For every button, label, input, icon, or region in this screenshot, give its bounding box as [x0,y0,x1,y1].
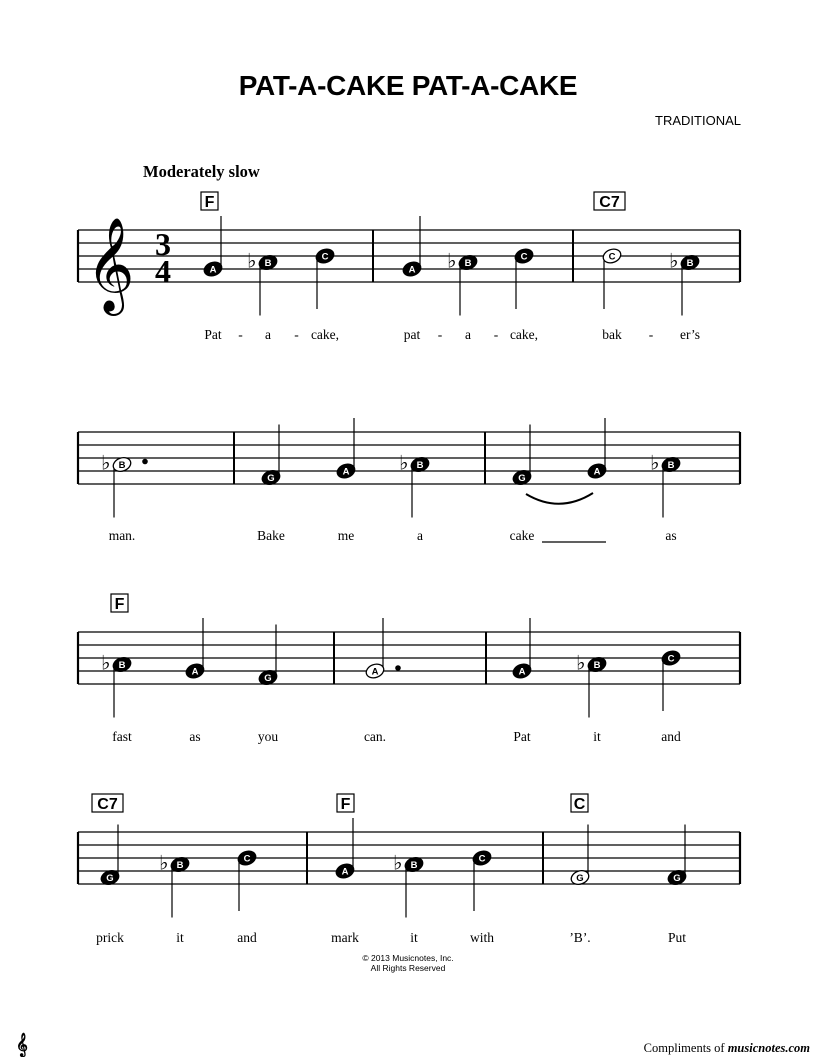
flat-icon: ♭ [447,248,457,273]
flat-icon: ♭ [393,850,403,875]
lyric-syllable: it [176,930,184,945]
note-letter: C [520,251,528,263]
note-letter: G [106,873,114,884]
composer-credit: TRADITIONAL [655,113,741,128]
lyric-syllable: a [417,528,423,543]
flat-icon: ♭ [399,450,409,475]
lyric-syllable: it [410,930,418,945]
time-signature-top: 3 [155,226,171,262]
flat-icon: ♭ [159,850,169,875]
note-letter: G [264,673,272,684]
chord-symbol: C7 [97,796,118,813]
augmentation-dot [142,459,148,465]
note-letter: B [416,460,424,471]
lyric-syllable: me [337,528,355,543]
note-letter: A [518,666,526,678]
note [513,247,534,309]
note-letter: B [410,860,418,871]
note [260,425,281,487]
note-letter: A [408,264,416,276]
note-letter: B [667,460,675,471]
note [401,216,422,278]
footer-brand: musicnotes.com [727,1041,810,1055]
lyric-syllable: a [465,327,471,342]
lyric-syllable: Put [667,930,687,945]
lyric-syllable: can. [363,729,387,744]
lyric-hyphen: - [493,327,499,342]
augmentation-dot [395,665,401,671]
chord-symbol: F [204,194,215,211]
note-letter: B [686,258,694,269]
lyric-syllable: Bake [257,528,285,543]
flat-icon: ♭ [101,450,111,475]
lyric-syllable: cake, [310,327,340,342]
note [666,825,687,887]
copyright-notice [0,953,816,973]
tempo-marking: Moderately slow [143,162,260,181]
note-letter: A [191,666,199,678]
note-letter: C [667,653,675,665]
note-letter: A [342,466,350,478]
lyric-syllable: as [665,528,677,543]
note [511,425,532,487]
lyric-syllable: bak [602,327,622,342]
note-letter: B [464,258,472,269]
footer-prefix: Compliments of [643,1041,728,1055]
lyric-hyphen: - [648,327,654,342]
lyric-syllable: ’B’. [569,930,591,945]
rights-line: All Rights Reserved [370,963,446,973]
note-letter: A [371,666,379,678]
lyric-syllable: as [189,729,201,744]
note-letter: G [518,473,526,484]
chord-symbol: C7 [599,194,620,211]
flat-icon: ♭ [650,450,660,475]
chord-symbol: F [340,796,351,813]
note-letter: B [118,660,126,671]
flat-icon: ♭ [576,650,586,675]
musicnotes-logo-icon: 𝄞 [16,1034,28,1056]
note-letter: C [608,251,616,263]
note-letter: C [321,251,329,263]
note [660,649,681,711]
note-letter: C [243,853,251,865]
note-letter: G [576,873,584,884]
lyric-hyphen: - [294,327,299,342]
note-letter: A [209,264,217,276]
song-title: PAT-A-CAKE PAT-A-CAKE [238,70,578,101]
lyric-syllable: and [661,729,681,744]
note [202,216,223,278]
note [99,825,120,887]
lyric-syllable: a [265,327,271,342]
note-letter: G [267,473,275,484]
lyric-syllable: fast [112,729,132,744]
note [471,849,492,911]
note-letter: C [478,853,486,865]
note [236,849,257,911]
time-signature-bottom: 4 [155,253,171,289]
lyric-syllable: and [237,930,257,945]
note-letter: G [673,873,681,884]
lyric-syllable: prick [96,930,124,945]
note [334,818,355,880]
flat-icon: ♭ [669,248,679,273]
note [184,618,205,680]
chord-symbol: C [573,796,586,813]
note-letter: B [176,860,184,871]
note-letter: B [118,460,126,471]
chord-symbol: F [114,596,125,613]
lyric-syllable: cake, [509,327,539,342]
lyric-hyphen: - [437,327,443,342]
note [335,418,356,480]
flat-icon: ♭ [101,650,111,675]
treble-clef-icon: 𝄞 [86,217,135,312]
footer-compliments [644,1041,810,1056]
note [586,418,607,480]
flat-icon: ♭ [247,248,257,273]
note-letter: B [593,660,601,671]
note [257,625,278,687]
lyric-syllable: man. [108,528,136,543]
lyric-syllable: you [257,729,279,744]
lyric-syllable: Pat [204,327,222,342]
note-letter: B [264,258,272,269]
lyric-syllable: Pat [513,729,531,744]
lyric-syllable: pat [403,327,421,342]
lyric-hyphen: - [238,327,243,342]
note [569,825,590,887]
lyric-syllable: mark [331,930,359,945]
slur [526,493,593,504]
lyric-syllable: it [593,729,601,744]
note-letter: A [593,466,601,478]
note [601,247,622,309]
copyright-line: © 2013 Musicnotes, Inc. [362,953,454,963]
note-letter: A [341,866,349,878]
lyric-syllable: er’s [680,327,700,342]
note [314,247,335,309]
lyric-syllable: with [469,930,495,945]
note [511,618,532,680]
lyric-syllable: cake [509,528,535,543]
